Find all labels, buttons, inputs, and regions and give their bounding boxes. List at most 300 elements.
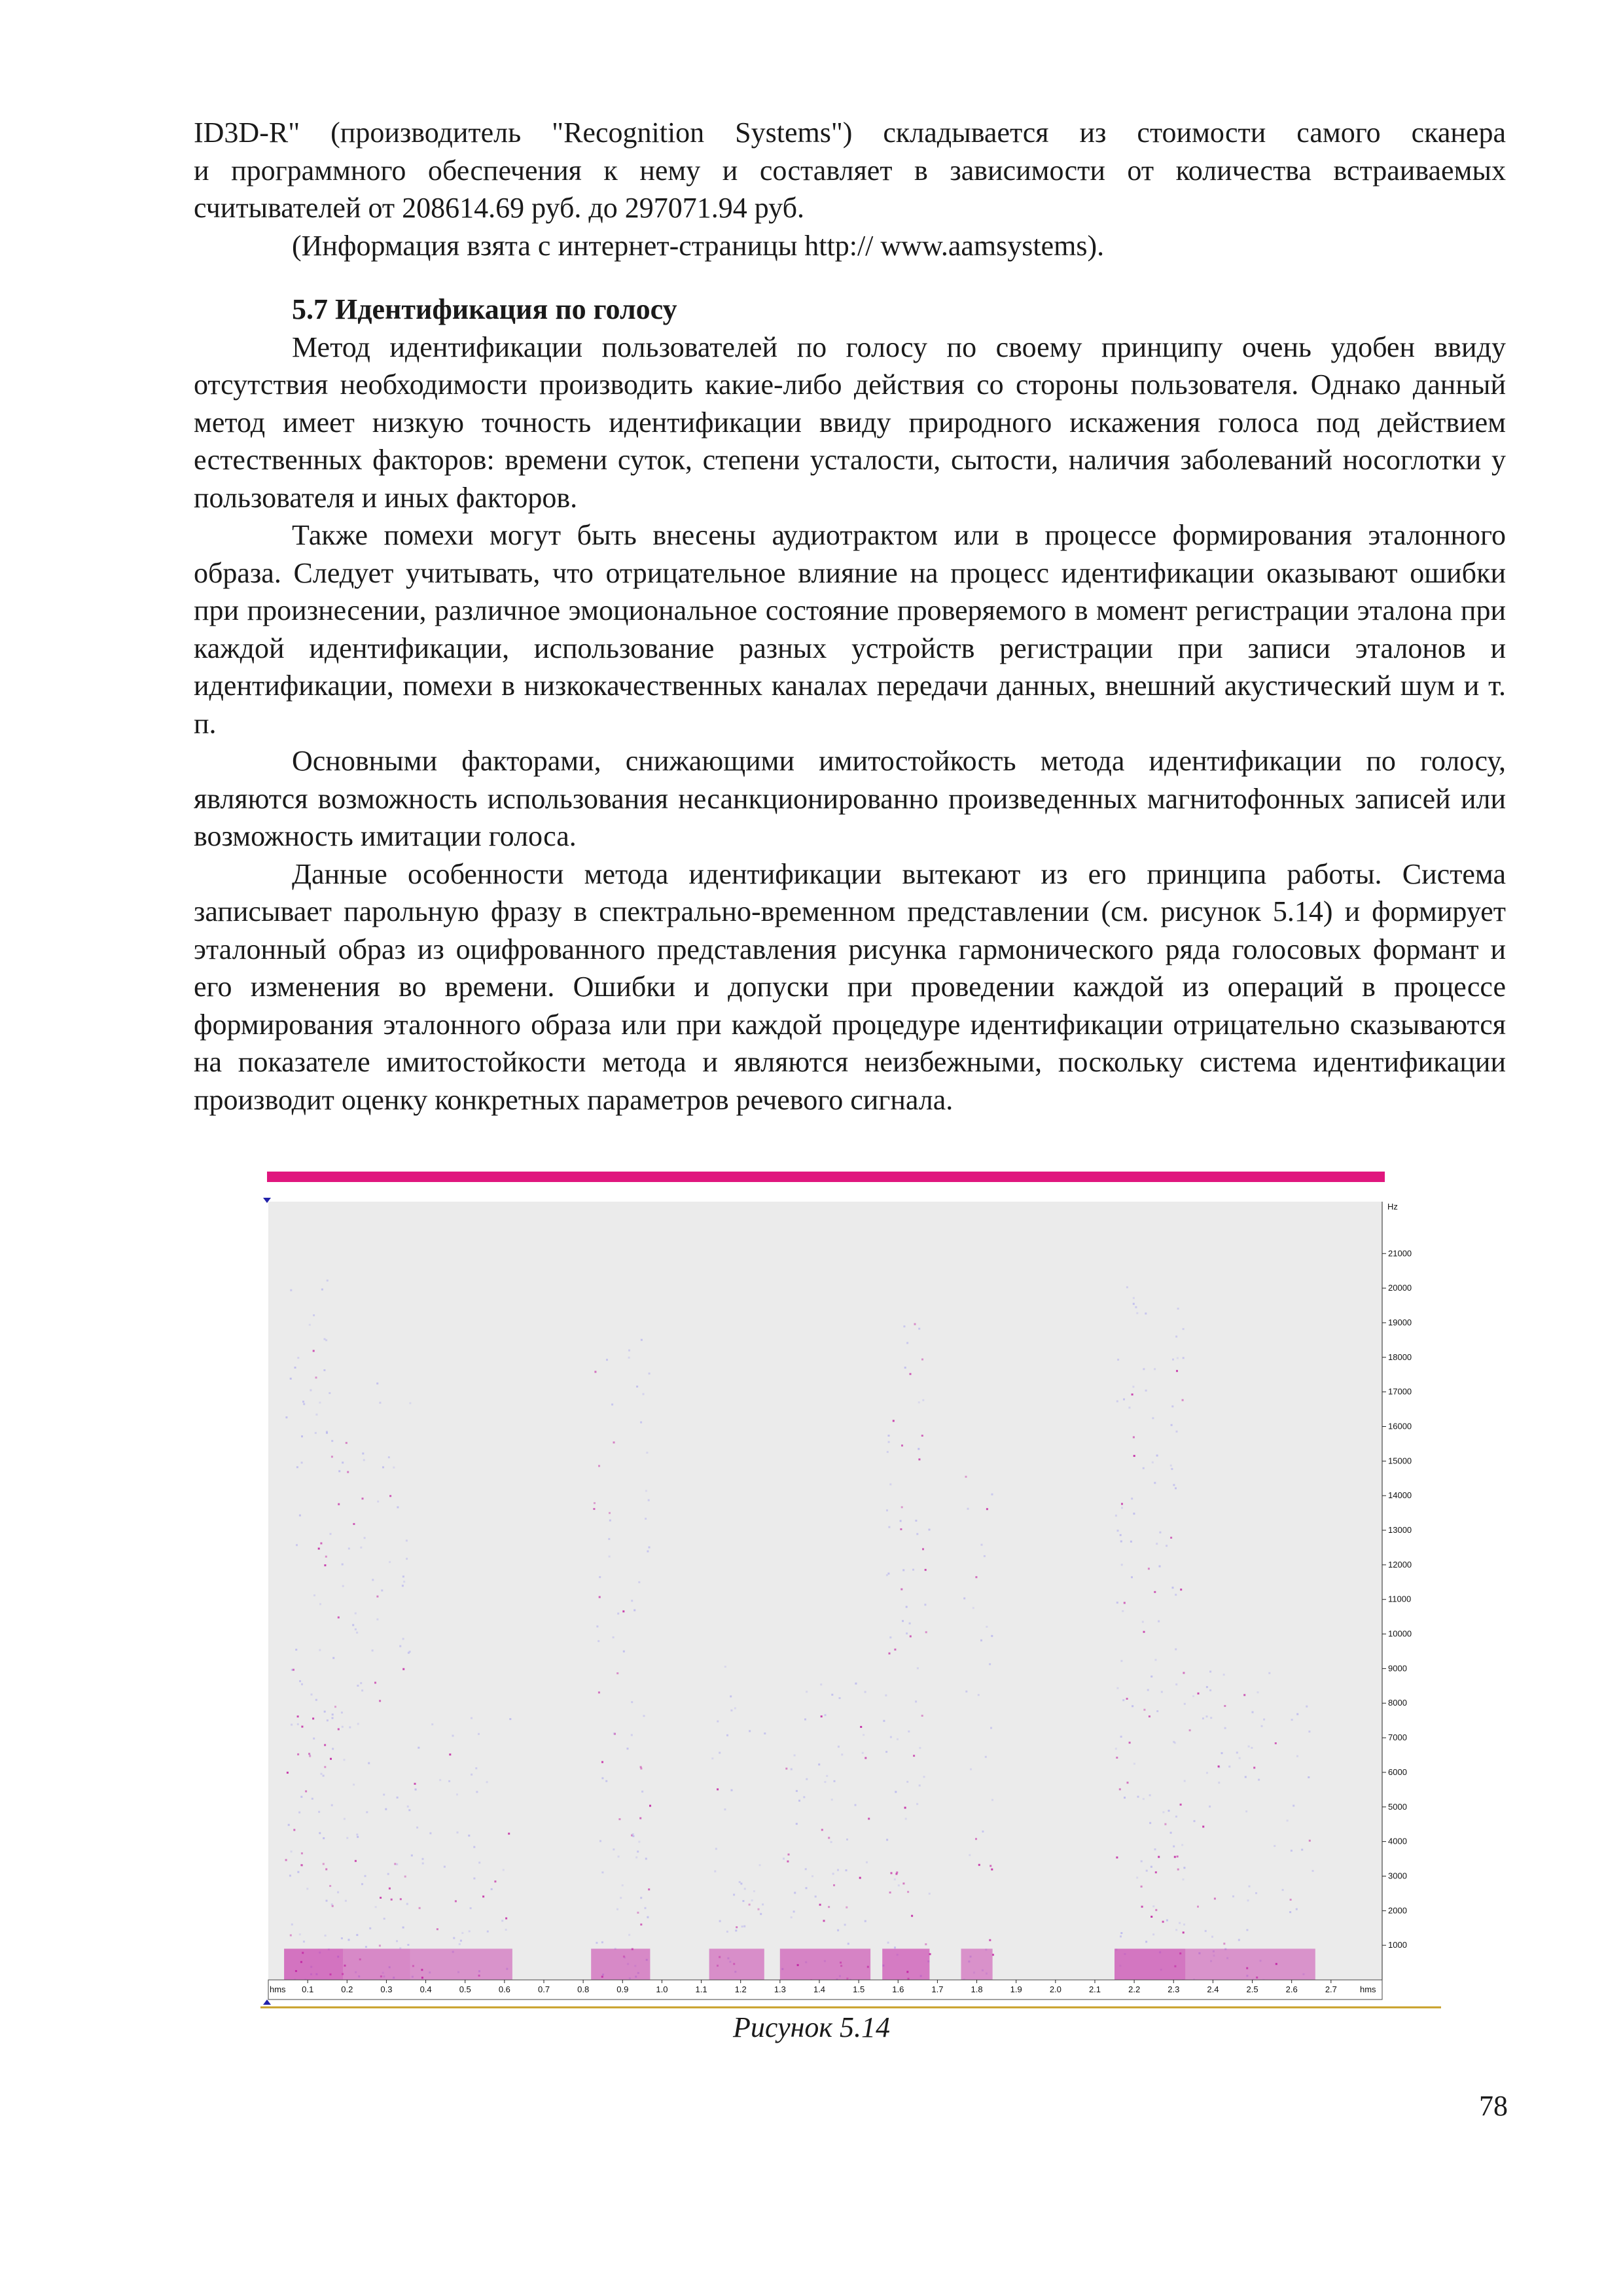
spectrum-point: [355, 1628, 357, 1630]
spectrum-point: [306, 1888, 308, 1890]
spectrum-point: [741, 1926, 743, 1928]
spectrum-point: [402, 1668, 404, 1670]
spectrum-point: [310, 1390, 312, 1391]
spectrum-point: [889, 1483, 891, 1485]
spectrum-point: [863, 1734, 865, 1736]
spectrum-point: [448, 1780, 450, 1782]
spectrum-point: [1131, 1576, 1133, 1578]
x-tick-label: 1.1: [695, 1984, 707, 1994]
x-tick-label: 1.7: [931, 1984, 944, 1994]
y-tick-label: 15000: [1388, 1456, 1412, 1466]
spectrum-point: [1116, 1401, 1118, 1403]
spectrum-point: [1133, 1763, 1135, 1765]
spectrum-point: [1154, 1659, 1156, 1661]
spectrum-point: [1143, 1798, 1145, 1800]
spectrum-point: [787, 1861, 789, 1863]
spectrum-point: [907, 1891, 909, 1893]
spectrum-point: [364, 1537, 366, 1539]
spectrum-point: [893, 1420, 895, 1422]
y-tick-label: 2000: [1388, 1905, 1407, 1916]
spectrum-point: [332, 1748, 334, 1750]
spectrum-point: [1152, 1462, 1154, 1463]
spectrum-point: [1257, 1691, 1259, 1693]
x-tick-label: 0.7: [537, 1984, 550, 1994]
spectrum-point: [1143, 1368, 1145, 1370]
spectrum-point: [377, 1501, 379, 1503]
spectrum-point: [886, 1839, 888, 1841]
x-axis-unit-label-right: hms: [1360, 1984, 1376, 1994]
end-marker-icon: [263, 2000, 271, 2005]
spectrum-point: [1117, 1359, 1119, 1361]
spectrum-point: [985, 1756, 987, 1758]
spectrum-point: [406, 1539, 408, 1541]
low-frequency-band: [410, 1948, 512, 1980]
spectrum-point: [972, 1607, 974, 1609]
spectrum-point: [611, 1403, 613, 1405]
spectrum-point: [830, 1841, 832, 1843]
spectrum-point: [1177, 1856, 1179, 1857]
low-frequency-band: [1185, 1948, 1315, 1980]
spectrum-point: [409, 1651, 411, 1653]
spectrum-point: [1301, 1849, 1303, 1851]
spectrum-point: [414, 1783, 416, 1785]
spectrum-point: [796, 1790, 798, 1792]
spectrum-point: [897, 1738, 899, 1740]
spectrum-point: [297, 1753, 299, 1755]
spectrum-point: [313, 1314, 315, 1316]
low-frequency-band: [1115, 1948, 1185, 1980]
spectrum-point: [902, 1620, 904, 1622]
spectrum-point: [1209, 1689, 1211, 1691]
spectrum-point: [904, 1367, 906, 1369]
spectrum-point: [1232, 1895, 1234, 1897]
spectrum-point: [297, 1871, 299, 1873]
spectrum-point: [1223, 1674, 1225, 1676]
spectrum-point: [826, 1775, 828, 1777]
spectrum-point: [1117, 1530, 1119, 1532]
spectrum-point: [415, 1789, 417, 1791]
spectrum-point: [1128, 1407, 1130, 1408]
spectrum-point: [368, 1762, 370, 1764]
spectrum-point: [638, 1841, 640, 1843]
spectrum-point: [1127, 1782, 1129, 1784]
spectrum-point: [841, 1753, 843, 1755]
spectrum-point: [1168, 1810, 1170, 1812]
spectrum-point: [925, 1631, 927, 1633]
spectrum-point: [905, 1818, 907, 1820]
spectrum-point: [616, 1672, 618, 1674]
spectrum-point: [929, 1529, 931, 1531]
spectrum-point: [1308, 1776, 1310, 1778]
spectrum-point: [1172, 1359, 1174, 1361]
spectrum-point: [1183, 1878, 1185, 1880]
spectrogram-chart: [259, 1172, 1445, 2022]
spectrum-point: [1252, 1712, 1254, 1713]
spectrum-point: [889, 1653, 891, 1655]
spectrum-point: [305, 1790, 307, 1792]
spectrum-point: [1197, 1906, 1199, 1908]
spectrum-point: [639, 1818, 641, 1820]
spectrum-point: [967, 1508, 969, 1510]
spectrum-point: [1183, 1328, 1185, 1330]
spectrum-point: [1175, 1487, 1177, 1489]
spectrum-point: [1120, 1660, 1122, 1662]
spectrum-point: [1120, 1541, 1122, 1543]
spectrum-point: [337, 1892, 339, 1893]
y-tick-label: 8000: [1388, 1698, 1407, 1708]
spectrum-point: [616, 1909, 618, 1910]
spectrum-point: [400, 1898, 402, 1900]
spectrum-point: [1175, 1683, 1177, 1685]
spectrum-point: [1141, 1886, 1143, 1888]
spectrum-point: [309, 1755, 311, 1757]
spectrum-point: [342, 1726, 344, 1728]
spectrum-point: [791, 1916, 793, 1918]
spectrum-point: [291, 1924, 293, 1926]
spectrum-point: [647, 1551, 649, 1552]
spectrum-point: [908, 1731, 910, 1732]
y-tick-label: 7000: [1388, 1732, 1407, 1743]
spectrum-point: [389, 1495, 391, 1497]
x-tick-label: 1.5: [853, 1984, 865, 1994]
spectrum-point: [823, 1920, 825, 1922]
spectrum-point: [1275, 1742, 1277, 1744]
spectrum-point: [356, 1834, 358, 1836]
x-tick-label: 1.6: [892, 1984, 904, 1994]
spectrum-point: [805, 1868, 807, 1870]
spectrum-point: [855, 1683, 857, 1685]
spectrum-point: [491, 1888, 493, 1890]
spectrum-point: [719, 1920, 721, 1922]
spectrum-point: [925, 1569, 927, 1571]
spectrum-point: [1228, 1766, 1230, 1768]
spectrum-point: [312, 1798, 313, 1800]
spectrum-point: [735, 1929, 737, 1931]
spectrum-point: [914, 1323, 916, 1325]
spectrum-point: [915, 1700, 917, 1702]
spectrum-point: [990, 1727, 992, 1729]
spectrum-point: [383, 1918, 385, 1920]
spectrum-point: [494, 1880, 496, 1882]
spectrum-point: [798, 1800, 800, 1802]
spectrum-point: [608, 1538, 610, 1540]
spectrum-point: [1202, 1717, 1204, 1719]
spectrum-point: [439, 1779, 441, 1781]
spectrum-point: [486, 1781, 488, 1783]
spectrum-point: [332, 1905, 334, 1907]
x-tick-label: 2.2: [1128, 1984, 1141, 1994]
spectrum-point: [731, 1789, 733, 1791]
spectrum-point: [422, 1863, 424, 1865]
spectrum-point: [341, 1937, 343, 1939]
y-tick-label: 5000: [1388, 1801, 1407, 1812]
spectrum-point: [1236, 1751, 1238, 1753]
spectrum-point: [1145, 1390, 1147, 1391]
spectrum-point: [726, 1734, 728, 1736]
spectrum-point: [407, 1806, 409, 1808]
spectrum-point: [855, 1804, 857, 1806]
spectrum-point: [860, 1726, 862, 1728]
spectrum-point: [1274, 1845, 1275, 1847]
spectrum-point: [295, 1649, 297, 1651]
spectrum-point: [599, 1840, 601, 1842]
spectrum-point: [618, 1818, 620, 1820]
low-frequency-band: [961, 1948, 993, 1980]
spectrum-point: [1124, 1797, 1126, 1799]
spectrum-point: [887, 1451, 889, 1453]
spectrum-point: [299, 1933, 301, 1935]
spectrum-point: [461, 1932, 463, 1934]
spectrum-point: [318, 1548, 320, 1550]
spectrum-point: [1152, 1933, 1154, 1935]
spectrum-point: [1179, 1922, 1181, 1924]
spectrum-point: [609, 1512, 611, 1514]
spectrum-point: [918, 1328, 920, 1330]
spectrum-point: [645, 1490, 647, 1492]
spectrum-point: [346, 1837, 348, 1839]
spectrum-point: [382, 1466, 384, 1468]
spectrum-point: [349, 1727, 351, 1729]
spectrum-point: [620, 1897, 622, 1899]
spectrum-point: [918, 1401, 920, 1403]
spectrum-point: [719, 1752, 721, 1754]
x-tick-label: 1.8: [971, 1984, 983, 1994]
spectrum-point: [381, 1590, 383, 1592]
spectrum-point: [1133, 1297, 1135, 1299]
spectrum-point: [903, 1325, 905, 1327]
spectrum-point: [598, 1465, 600, 1467]
spectrum-point: [922, 1399, 924, 1401]
spectrum-point: [319, 1832, 321, 1834]
spectrum-point: [743, 1926, 745, 1928]
spectrum-point: [1154, 1848, 1156, 1850]
spectrum-point: [302, 1401, 304, 1403]
spectrum-point: [647, 1916, 649, 1918]
spectrum-point: [978, 1694, 980, 1696]
spectrum-point: [868, 1818, 870, 1820]
spectrum-point: [374, 1682, 376, 1684]
spectrum-point: [331, 1903, 333, 1905]
spectrum-point: [1183, 1867, 1185, 1869]
spectrum-point: [1224, 1705, 1226, 1707]
spectrum-point: [308, 1753, 310, 1755]
spectrum-point: [913, 1755, 915, 1757]
spectrum-point: [838, 1746, 840, 1748]
spectrum-point: [919, 1747, 921, 1749]
y-tick-label: 12000: [1388, 1559, 1412, 1570]
paragraph: Метод идентификации пользователей по голосу по своему принципу очень удобен ввиду отсутствия необходимости производить какие-либо действия со стороны пользователя. Однако данный метод имеет низкую точность идентификации ввиду природного искажения голоса под действием естественных факторов: времени суток, степени усталости, сытости, наличия заболеваний носоглотки у пользователя и иных факторов.: [194, 331, 1506, 514]
spectrum-point: [918, 1448, 919, 1450]
spectrum-point: [301, 1726, 303, 1728]
spectrum-point: [1116, 1687, 1118, 1689]
spectrum-point: [788, 1854, 790, 1856]
spectrum-point: [1287, 1820, 1289, 1821]
spectrum-point: [640, 1924, 642, 1926]
spectrum-point: [711, 1757, 713, 1759]
spectrum-point: [1142, 1621, 1144, 1623]
spectrum-point: [762, 1903, 764, 1905]
spectrum-point: [753, 1890, 755, 1892]
x-tick-label: 0.5: [459, 1984, 471, 1994]
spectrum-point: [645, 1857, 647, 1859]
spectrum-point: [902, 1570, 904, 1571]
spectrum-point: [906, 1781, 908, 1783]
spectrum-point: [888, 1526, 890, 1528]
spectrum-point: [981, 1544, 983, 1546]
spectrum-point: [1239, 1757, 1241, 1759]
spectrum-point: [991, 1494, 993, 1496]
spectrum-point: [469, 1930, 471, 1932]
spectrum-point: [437, 1928, 438, 1930]
spectrum-point: [327, 1280, 329, 1282]
spectrum-point: [360, 1547, 362, 1549]
spectrum-point: [825, 1714, 827, 1716]
spectrum-point: [1268, 1672, 1270, 1674]
spectrum-point: [831, 1694, 833, 1696]
spectrum-point: [366, 1811, 368, 1813]
paragraph: Основными факторами, снижающими имитостойкость метода идентификации по голосу, являются возможность использования несанкционированно произведенных магнитофонных записей или возможность имитации голоса.: [194, 745, 1506, 852]
spectrum-point: [1175, 1648, 1177, 1650]
spectrum-point: [628, 1357, 630, 1359]
spectrum-point: [402, 1638, 404, 1640]
spectrum-point: [391, 1899, 393, 1901]
spectrum-point: [318, 1811, 320, 1813]
spectrum-point: [785, 1768, 787, 1770]
spectrum-point: [290, 1934, 292, 1936]
spectrum-point: [293, 1669, 294, 1671]
spectrum-point: [347, 1471, 349, 1473]
spectrum-point: [793, 1910, 795, 1912]
spectrum-point: [1136, 1312, 1138, 1314]
spectrum-point: [891, 1872, 893, 1874]
spectrum-point: [1296, 1755, 1298, 1757]
spectrum-point: [917, 1667, 919, 1669]
y-tick-label: 19000: [1388, 1317, 1412, 1327]
spectrum-point: [1116, 1857, 1118, 1859]
spectrum-point: [311, 1694, 313, 1696]
spectrum-point: [297, 1723, 299, 1725]
spectrum-point: [360, 1682, 362, 1684]
spectrum-point: [1258, 1779, 1260, 1781]
spectrum-point: [342, 1564, 344, 1566]
section-heading: 5.7 Идентификация по голосу: [292, 293, 677, 325]
spectrum-point: [833, 1884, 835, 1886]
spectrum-point: [613, 1848, 615, 1850]
spectrum-point: [473, 1846, 475, 1848]
spectrum-point: [402, 1926, 404, 1928]
spectrum-point: [355, 1613, 357, 1615]
spectrum-point: [396, 1863, 398, 1865]
spectrum-point: [1194, 1820, 1196, 1822]
spectrum-point: [862, 1752, 864, 1754]
spectrum-point: [751, 1899, 753, 1901]
spectrum-point: [452, 1735, 454, 1737]
spectrum-point: [915, 1520, 917, 1522]
spectrum-point: [418, 1747, 419, 1749]
spectrum-point: [648, 1888, 650, 1890]
spectrum-point: [319, 1603, 321, 1605]
spectrum-point: [399, 1645, 401, 1647]
spectrum-point: [622, 1611, 624, 1613]
spectrum-point: [1182, 1399, 1184, 1401]
spectrum-point: [1152, 1417, 1154, 1419]
spectrum-point: [313, 1350, 315, 1352]
spectrum-point: [1155, 1871, 1157, 1873]
spectrum-point: [1148, 1568, 1150, 1570]
spectrum-point: [1209, 1806, 1211, 1808]
spectrum-point: [736, 1926, 738, 1928]
spectrum-point: [605, 1780, 607, 1782]
spectrum-point: [890, 1736, 892, 1738]
spectrum-point: [301, 1852, 303, 1854]
spectrum-point: [298, 1812, 300, 1814]
spectrum-point: [319, 1402, 321, 1404]
spectrum-point: [601, 1761, 603, 1763]
spectrum-point: [978, 1864, 980, 1866]
spectrum-point: [601, 1941, 603, 1943]
spectrum-point: [794, 1892, 796, 1894]
spectrum-point: [1296, 1713, 1298, 1715]
spectrogram-figure: [259, 1172, 1445, 2022]
spectrum-point: [837, 1869, 839, 1871]
spectrum-point: [1120, 1736, 1122, 1738]
spectrum-point: [323, 1369, 325, 1371]
spectrum-point: [1158, 1621, 1160, 1623]
spectrum-point: [628, 1350, 630, 1352]
spectrum-point: [296, 1544, 298, 1546]
spectrum-point: [344, 1818, 346, 1820]
spectrum-point: [730, 1710, 732, 1712]
spectrum-point: [1126, 1698, 1128, 1700]
spectrum-point: [991, 1635, 993, 1637]
spectrum-point: [975, 1576, 977, 1578]
spectrum-point: [894, 1878, 896, 1880]
spectrum-point: [821, 1829, 823, 1831]
spectrum-point: [1183, 1357, 1185, 1359]
spectrum-point: [1123, 1399, 1125, 1401]
y-tick-label: 1000: [1388, 1940, 1407, 1950]
spectrum-point: [1164, 1823, 1166, 1825]
spectrum-point: [1309, 1840, 1311, 1842]
spectrum-point: [357, 1685, 359, 1687]
spectrum-point: [986, 1626, 988, 1628]
spectrum-point: [376, 1619, 378, 1621]
low-frequency-band: [343, 1948, 410, 1980]
spectrum-point: [593, 1508, 595, 1510]
spectrum-point: [717, 1788, 719, 1790]
spectrum-point: [1171, 1424, 1173, 1426]
spectrum-point: [885, 1695, 887, 1696]
spectrum-point: [923, 1776, 925, 1778]
spectrum-point: [1162, 1811, 1164, 1813]
spectrum-point: [969, 1854, 971, 1856]
spectrum-point: [301, 1462, 303, 1463]
spectrum-point: [1248, 1746, 1250, 1748]
spectrum-point: [637, 1912, 639, 1914]
spectrum-point: [1124, 1602, 1126, 1604]
spectrum-point: [403, 1581, 405, 1583]
spectrum-point: [596, 1942, 597, 1944]
spectrum-point: [637, 1851, 639, 1853]
spectrum-point: [406, 1903, 408, 1905]
spectrum-point: [338, 1729, 340, 1731]
spectrum-point: [887, 1573, 889, 1575]
spectrum-point: [357, 1836, 359, 1838]
spectrum-point: [332, 1713, 334, 1715]
spectrum-point: [929, 1893, 931, 1895]
spectrum-point: [285, 1416, 287, 1418]
spectrum-point: [963, 1598, 965, 1600]
